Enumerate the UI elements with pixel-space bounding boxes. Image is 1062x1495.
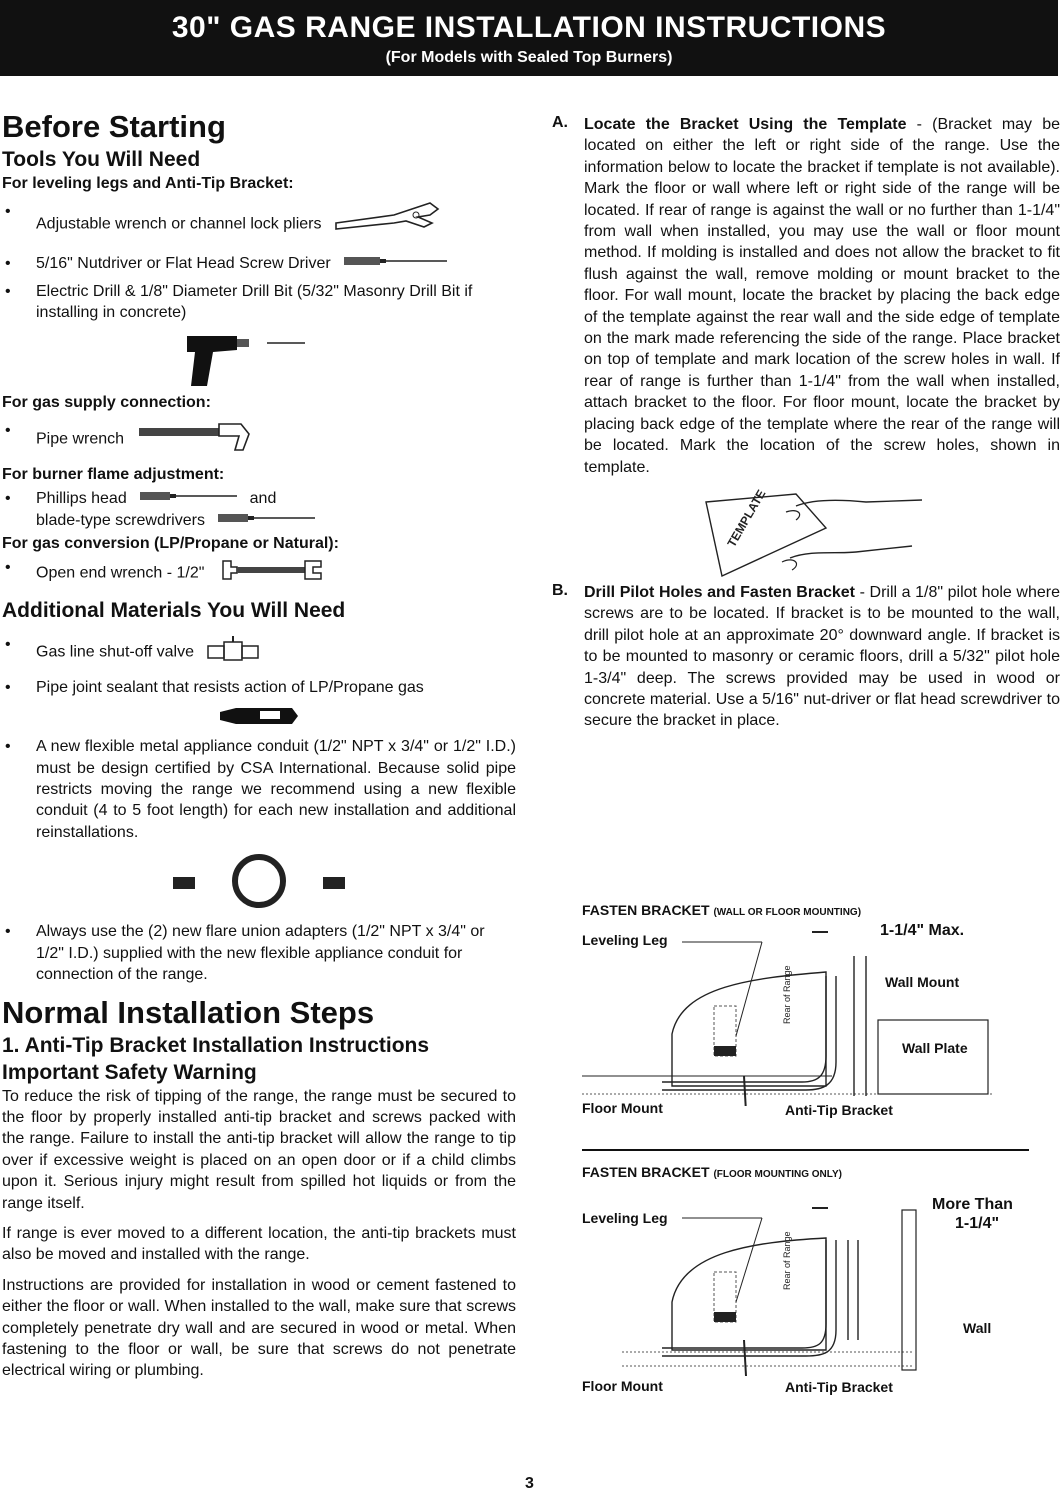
burner-heading: For burner flame adjustment: [2, 466, 225, 484]
figure2-title: FASTEN BRACKET (FLOOR MOUNTING ONLY) [582, 1164, 842, 1180]
list-item: • Phillips head and blade-type screwdrivers [2, 488, 516, 531]
normal-steps-heading: Normal Installation Steps [2, 994, 375, 1030]
warning-heading: Important Safety Warning [2, 1060, 257, 1084]
more-than-value: 1-1/4" [955, 1215, 1000, 1232]
rear-of-range-label: Rear of Range [782, 1231, 792, 1290]
before-starting-heading: Before Starting [2, 109, 226, 144]
tools-heading: Tools You Will Need [2, 148, 201, 171]
page-title: 30" GAS RANGE INSTALLATION INSTRUCTIONS [171, 11, 887, 44]
left-column [2, 108, 516, 1382]
pliers-icon [334, 201, 444, 247]
step-text: - Drill a 1/8" pilot hole where screws are to be located. If bracket is to be mounted to the wall, drill pilot hole at an approximate 20° downward angle. If bracket is to be mounted to masonry or ceramic floors, drill a 5/32" pilot hole 1-3/4" deep. The screws provided may be used in wood or concrete material. Use a 5/16" nut-driver or flat head screwdriver to secure the bracket in place. [584, 583, 1061, 730]
floor-mount-label: Floor Mount [582, 1100, 663, 1116]
title-banner [0, 0, 1058, 76]
template-illustration [552, 488, 1060, 580]
gas-supply-list [2, 420, 516, 458]
materials-heading: Additional Materials You Will Need [2, 599, 346, 623]
figure1-title: FASTEN BRACKET (WALL OR FLOOR MOUNTING) [582, 902, 862, 918]
list-item: • Electric Drill & 1/8" Diameter Drill Bit (5/32" Masonry Drill Bit if installing in concrete) [2, 281, 516, 324]
screwdriver-icon [343, 253, 449, 274]
list-item: • Pipe wrench [2, 420, 516, 458]
list-item: • Open end wrench - 1/2" [2, 557, 516, 589]
materials-list-final [2, 921, 516, 985]
right-column [552, 114, 1060, 742]
list-item: • A new flexible metal appliance conduit (1/2" NPT x 3/4" or 1/2" I.D.) must be design certified by CSA International. Because solid pipe restricts moving the range we recommend using a new flexible conduit (4 to 5 foot length) for each new installation and additional reinstallations. [2, 736, 516, 843]
list-item: • Gas line shut-off valve [2, 634, 516, 670]
step-text: - (Bracket may be located on either the left or right side of the range. Use the information below to locate the bracket if template is not available). Mark the floor or wall where left or right side of the range will be located. If rear of range is against the wall or no further than 1-1/4" from wall when installed, you may use the wall or floor mount method. If molding is installed and does not allow the bracket to fit flush against the wall, remove molding or mount bracket to the floor. For wall mount, locate the bracket by placing the back edge of the template against the rear wall and the side edge of template on the mark made referencing the side of the range. Place bracket on top of template and mark location of the screw holes in wall. If rear of range is further than 1-1/4" from the wall when installed, attach bracket to the floor. For floor mount, locate the bracket by placing back edge of the template where the rear of the range will be located. Mark the location of the screw holes, shown in template. [584, 116, 1061, 476]
max-distance-label: 1-1/4" Max. [880, 922, 965, 939]
list-item: • Adjustable wrench or channel lock pliers [2, 201, 516, 247]
gas-supply-heading: For gas supply connection: [2, 393, 211, 411]
more-than-label: More Than [932, 1196, 1013, 1213]
wall-mount-label: Wall Mount [885, 974, 960, 990]
conduit-icon [2, 849, 516, 915]
materials-list [2, 634, 516, 698]
anti-tip-bracket-label: Anti-Tip Bracket [785, 1102, 893, 1118]
screwdriver-icon [139, 488, 239, 509]
drill-icon [2, 330, 516, 388]
pipe-wrench-icon [137, 420, 255, 458]
list-item: • Always use the (2) new flare union adapters (1/2" NPT x 3/4" or 1/2" I.D.) supplied with the new flexible appliance conduit for connection of the range. [2, 921, 516, 985]
screwdriver-icon [217, 510, 317, 531]
conversion-tools-list [2, 557, 516, 589]
step-label: A. [552, 114, 568, 131]
wall-label: Wall [963, 1320, 992, 1336]
list-item: • 5/16" Nutdriver or Flat Head Screw Driver [2, 253, 516, 274]
step1-heading: 1. Anti-Tip Bracket Installation Instructions [2, 1033, 430, 1057]
move-paragraph: If range is ever moved to a different location, the anti-tip brackets must also be moved and installed with the range. [2, 1224, 516, 1264]
page-subtitle: (For Models with Sealed Top Burners) [385, 49, 673, 66]
step-title: Drill Pilot Holes and Fasten Bracket [584, 583, 856, 601]
step-title: Locate the Bracket Using the Template [584, 116, 907, 133]
install-paragraph: Instructions are provided for installation in wood or cement fastened to either the floor or wall. When installed to the wall, make sure that screws completely penetrate dry wall and are secured in wood or metal. When fastening to the floor or wall, be sure that screws do not penetrate electrical wiring or plumbing. [2, 1276, 516, 1380]
step-label: B. [552, 581, 568, 599]
step-a [552, 114, 1060, 478]
burner-tools-list [2, 488, 516, 531]
page-number: 3 [525, 1475, 534, 1492]
open-end-wrench-icon [217, 557, 327, 589]
leveling-leg-label: Leveling Leg [582, 932, 668, 948]
leveling-heading: For leveling legs and Anti-Tip Bracket: [2, 175, 294, 192]
wall-plate-label: Wall Plate [902, 1040, 968, 1056]
materials-list-continued [2, 736, 516, 843]
valve-icon [206, 634, 262, 670]
leveling-leg-label: Leveling Leg [582, 1210, 668, 1226]
conversion-heading: For gas conversion (LP/Propane or Natural): [2, 535, 339, 553]
anti-tip-bracket-label: Anti-Tip Bracket [785, 1379, 893, 1395]
leveling-tools-list [2, 201, 516, 324]
template-label: TEMPLATE [724, 487, 769, 550]
warning-paragraph: To reduce the risk of tipping of the range, the range must be secured to the floor by properly installed anti-tip bracket and screws packed with the range. Failure to install the anti-tip bracket will allow the range to tip over if excessive weight is placed on an open door or if a child climbs upon it. Serious injury might result from spilled hot liquids or from the range itself. [2, 1087, 516, 1212]
rear-of-range-label: Rear of Range [782, 965, 792, 1024]
divider [582, 1149, 1029, 1151]
floor-mount-label: Floor Mount [582, 1378, 663, 1394]
step-b [552, 582, 1060, 732]
sealant-tube-icon [2, 704, 516, 730]
list-item: • Pipe joint sealant that resists action of LP/Propane gas [2, 677, 516, 698]
